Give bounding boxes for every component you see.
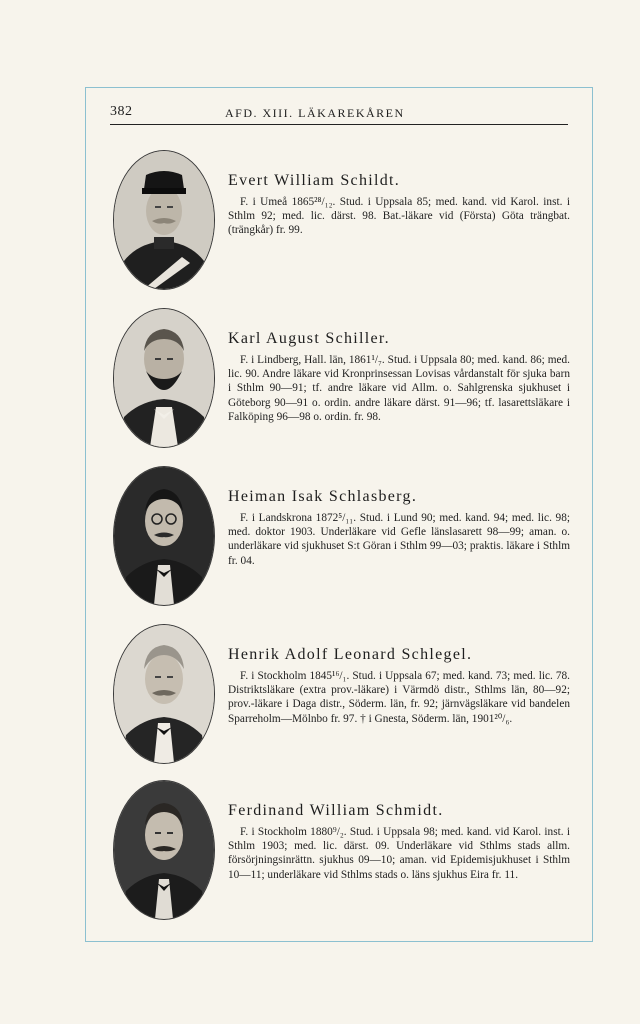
portrait-photo xyxy=(113,624,215,764)
entry-biography: F. i Stockholm 1880⁹/₂. Stud. i Uppsala 98; med. kand. vid Karol. inst. i Sthlm 1903; med. lic. därst. 09. Underläkare vid Sthlms stads allm. försörjningsinrättn. sjukhus 09—10; aman. vid Epidemisjukhuset i Sthlm 10—11; underläkare vid Sthlms stads o. läns sjukhus Eira fr. 11. xyxy=(228,826,570,881)
portrait-photo xyxy=(113,308,215,448)
portrait-photo xyxy=(113,780,215,920)
page-number: 382 xyxy=(110,104,133,119)
entry-name: Heiman Isak Schlasberg. xyxy=(228,488,418,505)
running-head xyxy=(110,102,568,124)
biography-entry xyxy=(110,466,570,616)
portrait-photo xyxy=(113,150,215,290)
biography-entry xyxy=(110,624,570,774)
portrait-photo xyxy=(113,466,215,606)
biography-entry xyxy=(110,150,570,300)
entry-biography: F. i Lindberg, Hall. län, 1861¹/₇. Stud. i Uppsala 80; med. kand. 86; med. lic. 90. Andre läkare vid Kronprinsessan Lovisas vårdanstalt för sjuka barn i Sthlm 90—91; tf. andre läkare vid Allm. o. Sahlgrenska sjukhuset i Göteborg 90—91 o. ordin. andre läkare därst. 91—96; tf. lasarettsläkare i Falköping 96—98 o. ordin. fr. 98. xyxy=(228,354,570,423)
entry-biography: F. i Umeå 1865²⁸/₁₂. Stud. i Uppsala 85; med. kand. vid Karol. inst. i Sthlm 92; med. lic. därst. 98. Bat.-läkare vid (Första) Göta trängbat. (trängkår) fr. 99. xyxy=(228,196,570,237)
entry-name: Henrik Adolf Leonard Schlegel. xyxy=(228,646,473,663)
biography-entry xyxy=(110,780,570,930)
section-title: AFD. XIII. LÄKAREKÅREN xyxy=(225,106,405,120)
entry-name: Ferdinand William Schmidt. xyxy=(228,802,444,819)
entry-biography: F. i Landskrona 1872⁵/₁₁. Stud. i Lund 90; med. kand. 94; med. lic. 98; med. doktor 1903. Underläkare vid Gefle länslasarett 98—99; aman. o. underläkare vid sjukhuset S:t Göran i Sthlm 99—03; praktis. läkare i Sthlm fr. 04. xyxy=(228,512,570,567)
entry-name: Karl August Schiller. xyxy=(228,330,390,347)
biography-entry xyxy=(110,308,570,458)
entry-biography: F. i Stockholm 1845¹⁶/₁. Stud. i Uppsala 67; med. kand. 73; med. lic. 78. Distriktsläkare (extra prov.-läkare) i Värmdö distr., Sthlms län, 80—92; prov.-läkare i Daga distr., Söderm. län, fr. 92; järnvägsläkare vid bandelen Sparreholm—Mölnbo fr. 97. † i Gnesta, Söderm. län, 1901²⁰/₆. xyxy=(228,670,570,725)
header-rule xyxy=(110,124,568,125)
entry-name: Evert William Schildt. xyxy=(228,172,401,189)
